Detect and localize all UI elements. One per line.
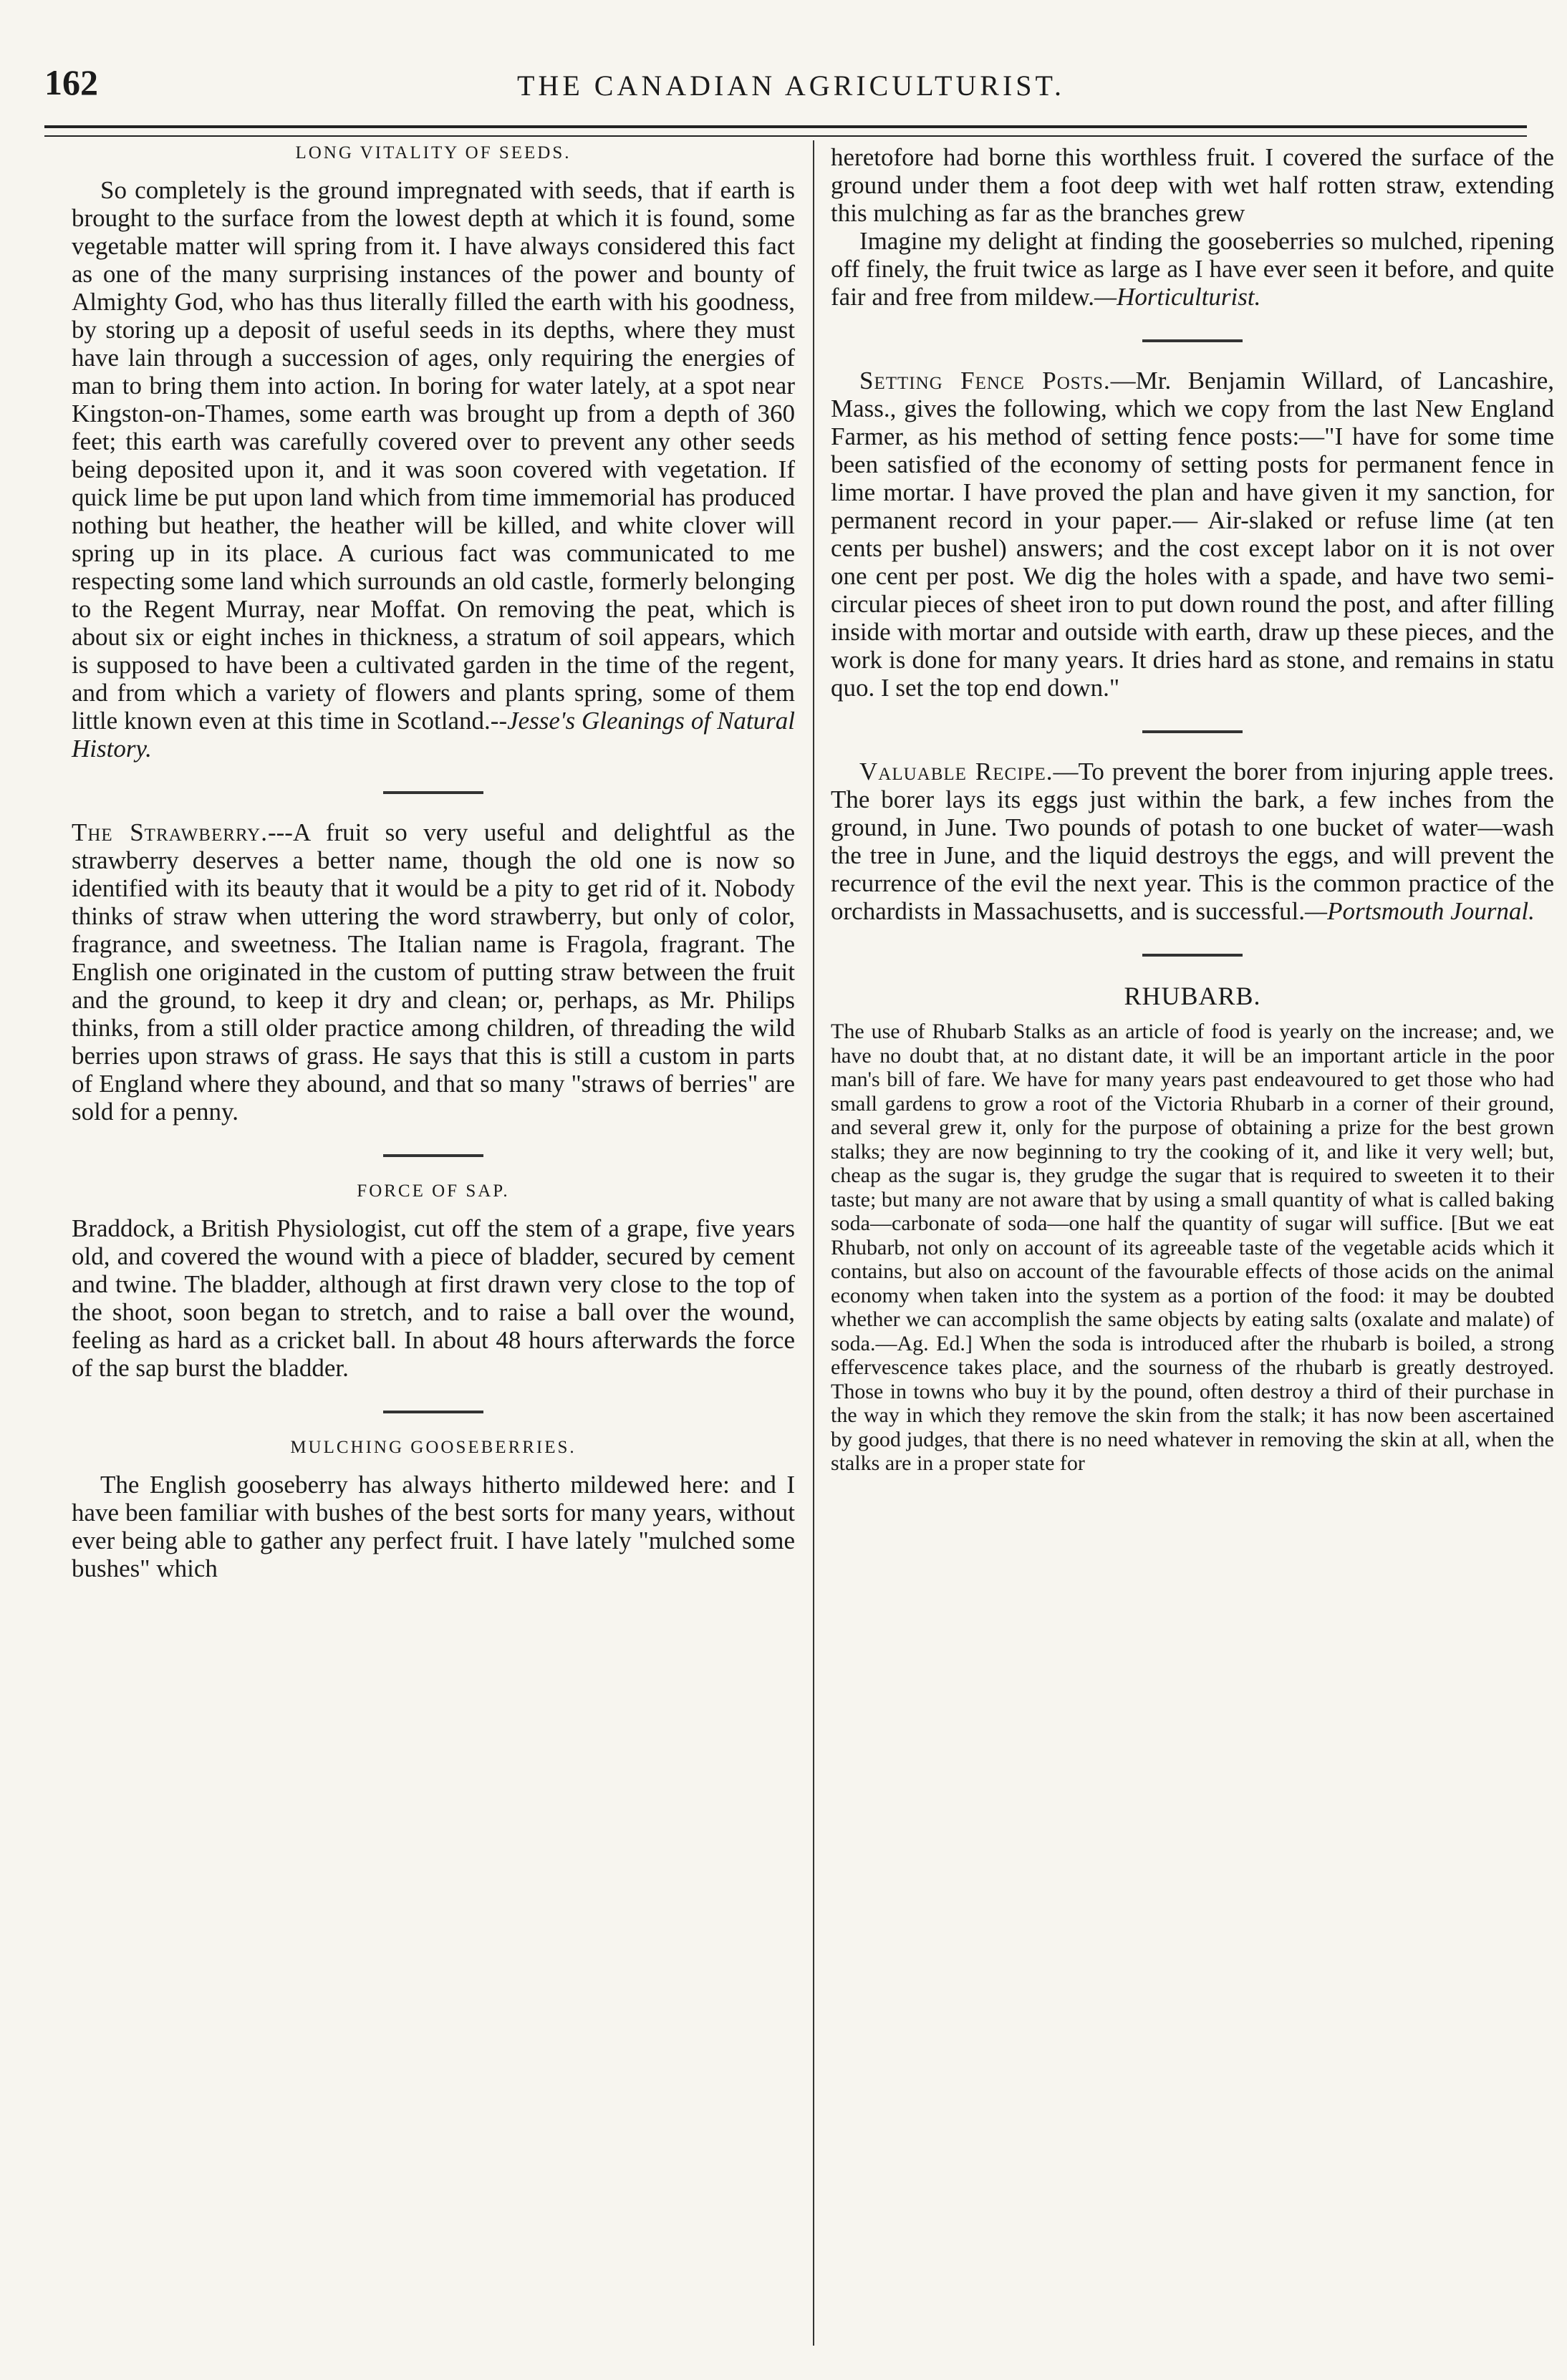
article-source: —Portsmouth Journal. xyxy=(1304,897,1535,925)
section-rule xyxy=(383,1154,483,1157)
header-rule xyxy=(44,125,1527,137)
article-title: FORCE OF SAP. xyxy=(357,1181,510,1201)
article-body: The English gooseberry has always hitherto mildewed here: and I have been familiar with bushes of the best sorts for many years, without ever being able to gather any perfect fruit. I have lately "mulched some bushes" which xyxy=(72,1471,795,1582)
article-title: LONG VITALITY OF SEEDS. xyxy=(295,143,572,163)
section-rule xyxy=(1142,339,1243,342)
article-body: Valuable Recipe.—To prevent the borer from injuring apple trees. The borer lays its eggs just within the bark, a few inches from the ground, in June. Two pounds of potash to one bucket of water—wash the tree in June, and the liquid destroys the eggs, and will prevent the recurrence of the evil the next year. This is the common practice of the orchardists in Massachusetts, and is successful.—Portsmouth Journal. xyxy=(831,758,1555,925)
article-strawberry xyxy=(72,818,795,1126)
article-mulching-continued xyxy=(831,143,1554,311)
article-source: —Horticulturist. xyxy=(1094,283,1261,311)
left-column xyxy=(72,143,795,1611)
article-lead: The Strawberry. xyxy=(72,818,268,846)
article-rhubarb xyxy=(831,981,1554,1476)
article-body: heretofore had borne this worthless fruit. I covered the surface of the ground under them a foot deep with wet half rotten straw, extending this mulching as far as the branches grew xyxy=(831,143,1554,227)
article-long-vitality xyxy=(72,143,795,763)
section-rule xyxy=(383,791,483,794)
article-source: --Jesse's Gleanings of Natural History. xyxy=(72,707,795,763)
article-force-of-sap xyxy=(72,1181,795,1382)
running-title: THE CANADIAN AGRICULTURIST. xyxy=(517,69,1065,102)
article-fence-posts xyxy=(831,367,1554,702)
section-rule xyxy=(1142,954,1243,957)
article-lead: Valuable Recipe. xyxy=(859,758,1053,785)
article-body: Setting Fence Posts.—Mr. Benjamin Willard, of Lancashire, Mass., gives the following, which we copy from the last New England Farmer, as his method of setting fence posts:—"I have for some time been satisfied of the economy of setting posts for permanent fence in lime mortar. I have proved the plan and have given it my sanction, for permanent record in your paper.— Air-slaked or refuse lime (at ten cents per bushel) answers; and the cost except labor on it is not over one cent per post. We dig the holes with a spade, and have two semi-circular pieces of sheet iron to put down round the post, and after filling inside with mortar and outside with earth, draw up these pieces, and the work is done for many years. It dries hard as stone, and remains in statu quo. I set the top end down." xyxy=(831,367,1554,702)
page-number: 162 xyxy=(44,62,98,102)
article-recipe xyxy=(831,758,1554,925)
page-header xyxy=(44,62,1527,112)
column-divider xyxy=(813,140,814,2346)
article-body: The Strawberry.---A fruit so very useful and delightful as the strawberry deserves a better name, though the old one is now so identified with its beauty that it would be a pity to get rid of it. Nobody thinks of straw when uttering the word strawberry, but only of color, fragrance, and sweetness. The Italian name is Fragola, fragrant. The English one originated in the custom of putting straw between the fruit and the ground, to keep it dry and clean; or, perhaps, as Mr. Philips thinks, from a still older practice among children, of threading the wild berries upon straws of grass. He says that this is still a custom in parts of England where they abound, and that so many "straws of berries" are sold for a penny. xyxy=(72,818,796,1126)
article-title: MULCHING GOOSEBERRIES. xyxy=(290,1438,577,1457)
article-lead: Setting Fence Posts. xyxy=(859,367,1111,395)
article-body: The use of Rhubarb Stalks as an article of food is yearly on the increase; and, we have no doubt that, at no distant date, it will be an important article in the poor man's bill of fare. We have for many years past endeavoured to get those who had small gardens to grow a root of the Victoria Rhubarb in a corner of their ground, and several grew it, only for the purpose of obtaining a prize for the best grown stalks; they are now beginning to try the cooking of it, and like it very well; but, cheap as the sugar is, they grudge the sugar that is required to sweeten it to their taste; but many are not aware that by using a small quantity of what is called baking soda—carbonate of soda—one half the quantity of sugar will suffice. [But we eat Rhubarb, not only on account of its agreeable taste of the vegetable acids which it contains, but also on account of the favourable effects of those acids on the animal economy when taken into the system as a portion of the food: it may be doubted whether we can accomplish the same objects by eating salts (oxalate and malate) of soda.—Ag. Ed.] When the soda is introduced after the rhubarb is boiled, a strong effervescence takes place, and the sourness of the rhubarb is greatly destroyed. Those in towns who buy it by the pound, often destroy a third of their purchase in the way in which they remove the skin from the stalk; it has now been ascertained by good judges, that there is no need whatever in removing the skin at all, when the stalks are in a proper state for xyxy=(831,1020,1554,1475)
article-mulching xyxy=(72,1438,795,1582)
article-body: Braddock, a British Physiologist, cut off the stem of a grape, five years old, and covered the wound with a piece of bladder, secured by cement and twine. The bladder, although at first drawn very close to the top of the shoot, soon began to stretch, and to raise a ball over the wound, feeling as hard as a cricket ball. In about 48 hours afterwards the force of the sap burst the bladder. xyxy=(72,1214,795,1382)
right-column xyxy=(831,143,1554,1504)
section-rule xyxy=(1142,730,1243,733)
article-body: So completely is the ground impregnated with seeds, that if earth is brought to the surface from the lowest depth at which it is found, some vegetable matter will spring from it. I have always considered this fact as one of the many surprising instances of the power and bounty of Almighty God, who has thus literally filled the earth with his goodness, by storing up a deposit of useful seeds in its depths, where they must have lain through a succession of ages, only requiring the energies of man to bring them into action. In boring for water lately, at a spot near Kingston-on-Thames, some earth was brought up from a depth of 360 feet; this earth was carefully covered over to prevent any other seeds being deposited upon it, and it was soon covered with vegetation. If quick lime be put upon land which from time immemorial has produced nothing but heather, the heather will be killed, and white clover will spring up in its place. A curious fact was communicated to me respecting some land which surrounds an old castle, formerly belonging to the Regent Murray, near Moffat. On removing the peat, which is about six or eight inches in thickness, a stratum of soil appears, which is supposed to have been a cultivated garden in the time of the regent, and from which a variety of flowers and plants spring, some of them little known even at this time in Scotland.--Jesse's Gleanings of Natural History. xyxy=(72,176,795,763)
article-title: RHUBARB. xyxy=(1124,982,1261,1010)
section-rule xyxy=(383,1411,483,1413)
article-body: Imagine my delight at finding the gooseberries so mulched, ripening off finely, the fruit twice as large as I have ever seen it before, and quite fair and free from mildew.—Horticulturist. xyxy=(831,227,1554,311)
